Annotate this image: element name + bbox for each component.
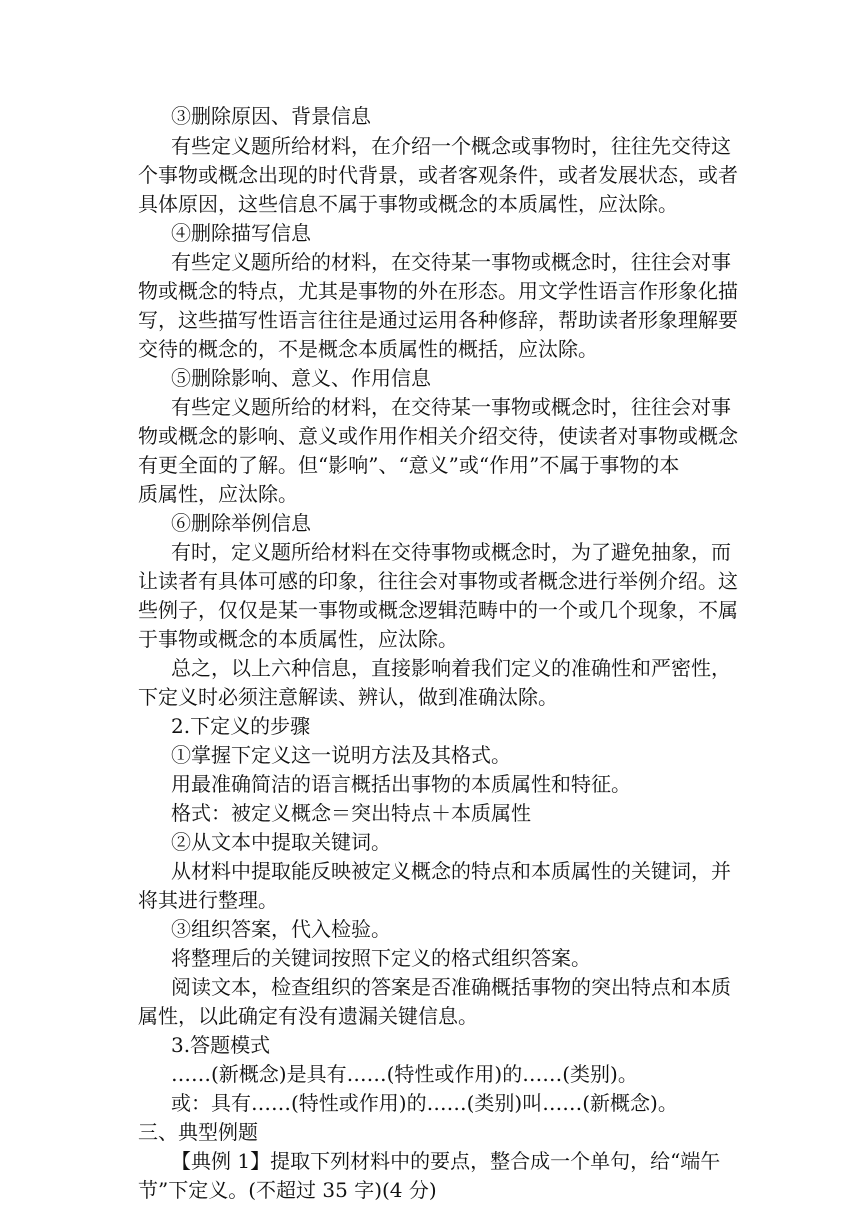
paragraph-line: 从材料中提取能反映被定义概念的特点和本质属性的关键词，并 [171, 859, 731, 883]
paragraph-line: 物或概念的特点，尤其是事物的外在形态。用文学性语言作形象化描 [138, 279, 738, 303]
paragraph-line: 阅读文本，检查组织的答案是否准确概括事物的突出特点和本质 [171, 975, 731, 999]
step-heading: ②从文本中提取关键词。 [171, 830, 391, 854]
heading-delete-reason-background: ③删除原因、背景信息 [171, 104, 371, 128]
paragraph-line: 或：具有……(特性或作用)的……(类别)叫……(新概念)。 [171, 1091, 678, 1115]
paragraph-line: 将其进行整理。 [138, 888, 278, 912]
section-heading-examples: 三、典型例题 [138, 1120, 258, 1144]
paragraph-line: 有时，定义题所给材料在交待事物或概念时，为了避免抽象，而 [171, 540, 731, 564]
paragraph-line: 总之，以上六种信息，直接影响着我们定义的准确性和严密性， [171, 656, 731, 680]
paragraph-line: 有更全面的了解。但“影响”、“意义”或“作用”不属于事物的本 [138, 453, 680, 477]
heading-delete-description: ④删除描写信息 [171, 221, 311, 245]
paragraph-line: 具体原因，这些信息不属于事物或概念的本质属性，应汰除。 [138, 192, 678, 216]
example-question: 【典例 1】提取下列材料中的要点，整合成一个单句，给“端午 [171, 1149, 721, 1173]
example-question: 节”下定义。(不超过 35 字)(4 分) [138, 1178, 437, 1202]
paragraph-line: 有些定义题所给的材料，在交待某一事物或概念时，往往会对事 [171, 395, 731, 419]
paragraph-line: 写，这些描写性语言往往是通过运用各种修辞，帮助读者形象理解要 [138, 308, 738, 332]
paragraph-line: 有些定义题所给的材料，在交待某一事物或概念时，往往会对事 [171, 250, 731, 274]
paragraph-line: 将整理后的关键词按照下定义的格式组织答案。 [171, 946, 591, 970]
paragraph-line: 于事物或概念的本质属性，应汰除。 [138, 627, 458, 651]
paragraph-line: 属性，以此确定有没有遗漏关键信息。 [138, 1004, 478, 1028]
paragraph-line: 让读者有具体可感的印象，往往会对事物或者概念进行举例介绍。这 [138, 569, 738, 593]
heading-definition-steps: 2.下定义的步骤 [171, 714, 311, 738]
step-heading: ③组织答案，代入检验。 [171, 917, 391, 941]
step-heading: ①掌握下定义这一说明方法及其格式。 [171, 743, 511, 767]
paragraph-line: 格式：被定义概念＝突出特点＋本质属性 [171, 801, 531, 825]
heading-answer-pattern: 3.答题模式 [171, 1033, 271, 1057]
paragraph-line: ……(新概念)是具有……(特性或作用)的……(类别)。 [171, 1062, 638, 1086]
heading-delete-influence: ⑤删除影响、意义、作用信息 [171, 366, 431, 390]
paragraph-line: 用最准确简洁的语言概括出事物的本质属性和特征。 [171, 772, 631, 796]
paragraph-line: 些例子，仅仅是某一事物或概念逻辑范畴中的一个或几个现象，不属 [138, 598, 738, 622]
paragraph-line: 有些定义题所给材料，在介绍一个概念或事物时，往往先交待这 [171, 134, 731, 158]
paragraph-line: 交待的概念的，不是概念本质属性的概括，应汰除。 [138, 337, 598, 361]
paragraph-line: 质属性，应汰除。 [138, 482, 298, 506]
heading-delete-examples: ⑥删除举例信息 [171, 511, 311, 535]
paragraph-line: 下定义时必须注意解读、辨认，做到准确汰除。 [138, 685, 558, 709]
paragraph-line: 个事物或概念出现的时代背景，或者客观条件，或者发展状态，或者 [138, 163, 738, 187]
paragraph-line: 物或概念的影响、意义或作用作相关介绍交待，使读者对事物或概念 [138, 424, 738, 448]
